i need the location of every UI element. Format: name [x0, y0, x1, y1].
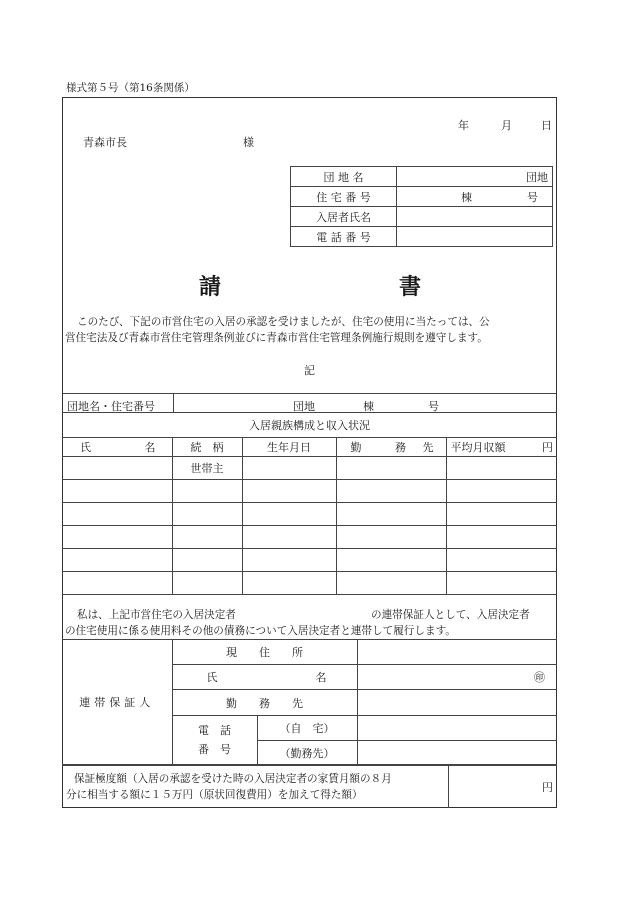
pledge-text-line-2: 営住宅法及び青森市営住宅管理条例並びに青森市営住宅管理条例施行規則を遵守します。 — [65, 332, 488, 344]
family-income-cell[interactable] — [446, 572, 557, 595]
year-label: 年 — [458, 119, 469, 132]
property-row-phone — [291, 227, 553, 247]
complex-tou-unit: 棟 — [363, 400, 374, 413]
header-name — [62, 438, 172, 457]
family-birth-cell[interactable] — [242, 457, 336, 480]
family-name-cell[interactable] — [62, 526, 172, 549]
house-number-label: 住 宅 番 号 — [291, 187, 397, 207]
guarantor-address-value[interactable] — [357, 640, 557, 665]
family-row — [62, 549, 557, 572]
family-row — [62, 526, 557, 549]
family-work-cell[interactable] — [336, 526, 446, 549]
header-birthdate: 生年月日 — [242, 438, 336, 457]
header-income-yen: 円 — [542, 441, 554, 454]
home-phone-value[interactable] — [357, 716, 557, 741]
family-name-cell[interactable] — [62, 457, 172, 480]
family-name-cell[interactable] — [62, 572, 172, 595]
header-name-b: 名 — [144, 441, 156, 454]
family-row — [62, 503, 557, 526]
family-income-cell[interactable] — [446, 480, 557, 503]
property-row-house-number — [291, 187, 553, 207]
guarantee-limit-value[interactable] — [448, 766, 557, 808]
seal-mark: ㊞ — [534, 671, 545, 684]
family-income-cell[interactable] — [446, 503, 557, 526]
family-birth-cell[interactable] — [242, 503, 336, 526]
addressee-honorific: 様 — [243, 136, 254, 149]
family-birth-cell[interactable] — [242, 526, 336, 549]
guarantor-name-label — [172, 665, 357, 690]
header-workplace — [336, 438, 446, 457]
family-name-cell[interactable] — [62, 480, 172, 503]
property-row-tenant — [291, 207, 553, 227]
month-label: 月 — [501, 119, 512, 132]
office-phone-value[interactable] — [357, 741, 557, 765]
room-unit: 号 — [527, 190, 538, 204]
ki-label: 記 — [304, 364, 315, 377]
divider — [63, 393, 556, 394]
guarantor-label — [62, 640, 172, 765]
family-work-cell[interactable] — [336, 457, 446, 480]
family-work-cell[interactable] — [336, 572, 446, 595]
tenant-name-value[interactable] — [397, 207, 553, 227]
limit-yen-unit: 円 — [542, 780, 553, 794]
building-unit: 棟 — [461, 190, 472, 204]
family-name-cell[interactable] — [62, 549, 172, 572]
family-relation-cell[interactable] — [172, 526, 242, 549]
family-income-cell[interactable] — [446, 526, 557, 549]
phone-label-a: 電 話 — [198, 724, 231, 737]
office-phone-label: （勤務先） — [257, 741, 357, 765]
phone-number-value[interactable] — [397, 227, 553, 247]
complex-danchi-unit: 団地 — [293, 400, 315, 413]
family-work-cell[interactable] — [336, 480, 446, 503]
pledge-text-line-1: このたび、下記の市営住宅の入居の承認を受けましたが、住宅の使用に当たっては、公 — [77, 316, 490, 328]
family-income-cell[interactable] — [446, 549, 557, 572]
header-work-a: 勤 — [350, 441, 362, 454]
family-birth-cell[interactable] — [242, 549, 336, 572]
home-phone-label: （自 宅） — [257, 716, 357, 741]
phone-label-b: 番 号 — [198, 743, 231, 756]
tenant-name-label: 入居者氏名 — [291, 207, 397, 227]
family-income-cell[interactable] — [446, 457, 557, 480]
family-work-cell[interactable] — [336, 503, 446, 526]
family-work-cell[interactable] — [336, 549, 446, 572]
header-relation: 続 柄 — [172, 438, 242, 457]
guarantor-address-row — [62, 640, 557, 665]
header-work-b: 務 — [395, 441, 406, 454]
limit-text-line-1: 保証極度額（入居の承認を受けた時の入居決定者の家賃月額の８月 — [74, 772, 392, 785]
house-number-value[interactable] — [397, 187, 553, 207]
property-info-table — [290, 166, 553, 247]
family-header-row — [62, 438, 557, 457]
day-label: 日 — [541, 119, 552, 132]
family-birth-cell[interactable] — [242, 480, 336, 503]
family-section-title: 入居親族構成と収入状況 — [62, 413, 557, 438]
family-relation-cell[interactable] — [172, 549, 242, 572]
document-title-char-2: 書 — [399, 274, 422, 300]
family-title-row — [62, 413, 557, 438]
family-relation-cell: 世帯主 — [172, 457, 242, 480]
header-work-c: 先 — [422, 441, 434, 454]
family-relation-cell[interactable] — [172, 503, 242, 526]
family-row — [62, 572, 557, 595]
document-title-char-1: 請 — [199, 274, 222, 300]
property-row-complex — [291, 167, 553, 187]
family-row — [62, 480, 557, 503]
guarantor-phone-label — [172, 716, 257, 765]
family-name-cell[interactable] — [62, 503, 172, 526]
guarantor-name-a: 氏 — [206, 671, 218, 684]
divider-vertical — [173, 393, 174, 412]
family-birth-cell[interactable] — [242, 572, 336, 595]
guarantor-statement-line-1a: 私は、上記市営住宅の入居決定者 — [77, 609, 236, 621]
form-frame — [62, 97, 557, 808]
form-number-label: 様式第５号（第16条関係） — [66, 82, 195, 94]
complex-name-label: 団 地 名 — [291, 167, 397, 187]
guarantor-statement-line-2: の住宅使用に係る使用料その他の債務について入居決定者と連帯して履行します。 — [65, 625, 456, 637]
phone-number-label: 電 話 番 号 — [291, 227, 397, 247]
family-income-table — [62, 412, 557, 595]
guarantee-limit-label — [62, 766, 448, 808]
guarantor-work-value[interactable] — [357, 690, 557, 716]
header-income — [446, 438, 557, 457]
guarantor-label-text: 連帯保証人 — [79, 696, 155, 709]
guarantor-name-value[interactable] — [357, 665, 557, 690]
guarantee-limit-table — [62, 765, 557, 808]
limit-text-line-2: 分に相当する額に１５万円（原状回復費用）を加えて得た額） — [66, 788, 363, 801]
guarantor-name-b: 名 — [315, 671, 327, 684]
complex-name-value[interactable]: 団地 — [397, 167, 553, 187]
family-relation-cell[interactable] — [172, 480, 242, 503]
guarantee-limit-row — [62, 766, 557, 808]
guarantor-statement-line-1b: の連帯保証人として、入居決定者 — [371, 609, 530, 621]
family-row — [62, 457, 557, 480]
guarantor-work-label: 勤 務 先 — [172, 690, 357, 716]
guarantor-address-label: 現 住 所 — [172, 640, 357, 665]
header-income-label: 平均月収額 — [450, 441, 506, 454]
complex-gou-unit: 号 — [428, 400, 439, 413]
guarantor-table — [62, 639, 557, 765]
family-relation-cell[interactable] — [172, 572, 242, 595]
addressee-name: 青森市長 — [83, 136, 127, 149]
complex-number-label: 団地名・住宅番号 — [67, 400, 155, 413]
header-name-a: 氏 — [80, 441, 91, 454]
